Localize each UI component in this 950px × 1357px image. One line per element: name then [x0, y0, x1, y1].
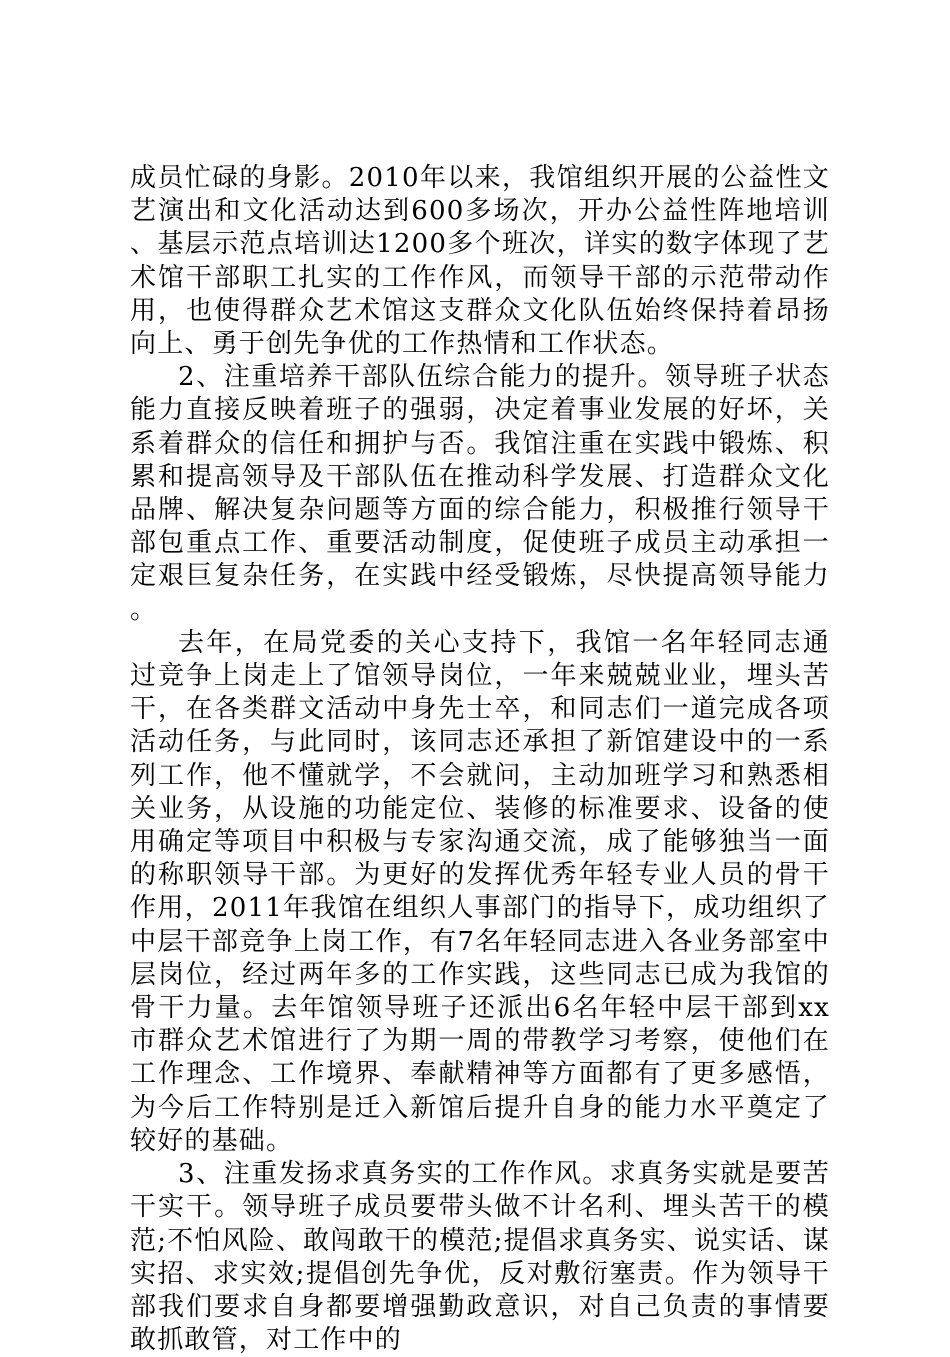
paragraph-2: 2、注重培养干部队伍综合能力的提升。领导班子状态能力直接反映着班子的强弱，决定着事业发展的好坏，关系着群众的信任和拥护与否。我馆注重在实践中锻炼、积累和提高领导及干部队伍在推动科学发展、打造群众文化品牌、解决复杂问题等方面的综合能力，积极推行领导干部包重点工作、重要活动制度，促使班子成员主动承担一定艰巨复杂任务，在实践中经受锻炼，尽快提高领导能力。: [130, 362, 830, 625]
document-page: [130, 162, 830, 1357]
paragraph-4: 3、注重发扬求真务实的工作作风。求真务实就是要苦干实干。领导班子成员要带头做不计名利、埋头苦干的模范;不怕风险、敢闯敢干的模范;提倡求真务实、说实话、谋实招、求实效;提倡创先争优，反对敷衍塞责。作为领导干部我们要求自身都要增强勤政意识，对自己负责的事情要敢抓敢管，对工作中的: [130, 1159, 830, 1356]
paragraph-1: 成员忙碌的身影。2010年以来，我馆组织开展的公益性文艺演出和文化活动达到600多场次，开办公益性阵地培训、基层示范点培训达1200多个班次，详实的数字体现了艺术馆干部职工扎实的工作作风，而领导干部的示范带动作用，也使得群众艺术馆这支群众文化队伍始终保持着昂扬向上、勇于创先争优的工作热情和工作状态。: [130, 163, 830, 360]
paragraph-3: 去年，在局党委的关心支持下，我馆一名年轻同志通过竞争上岗走上了馆领导岗位，一年来兢兢业业，埋头苦干，在各类群文活动中身先士卒，和同志们一道完成各项活动任务，与此同时，该同志还承担了新馆建设中的一系列工作，他不懂就学，不会就问，主动加班学习和熟悉相关业务，从设施的功能定位、装修的标准要求、设备的使用确定等项目中积极与专家沟通交流，成了能够独当一面的称职领导干部。为更好的发挥优秀年轻专业人员的骨干作用，2011年我馆在组织人事部门的指导下，成功组织了中层干部竞争上岗工作，有7名年轻同志进入各业务部室中层岗位，经过两年多的工作实践，这些同志已成为我馆的骨干力量。去年馆领导班子还派出6名年轻中层干部到xx市群众艺术馆进行了为期一周的带教学习考察，使他们在工作理念、工作境界、奉献精神等方面都有了更多感悟，为今后工作特别是迁入新馆后提升自身的能力水平奠定了较好的基础。: [130, 627, 830, 1156]
